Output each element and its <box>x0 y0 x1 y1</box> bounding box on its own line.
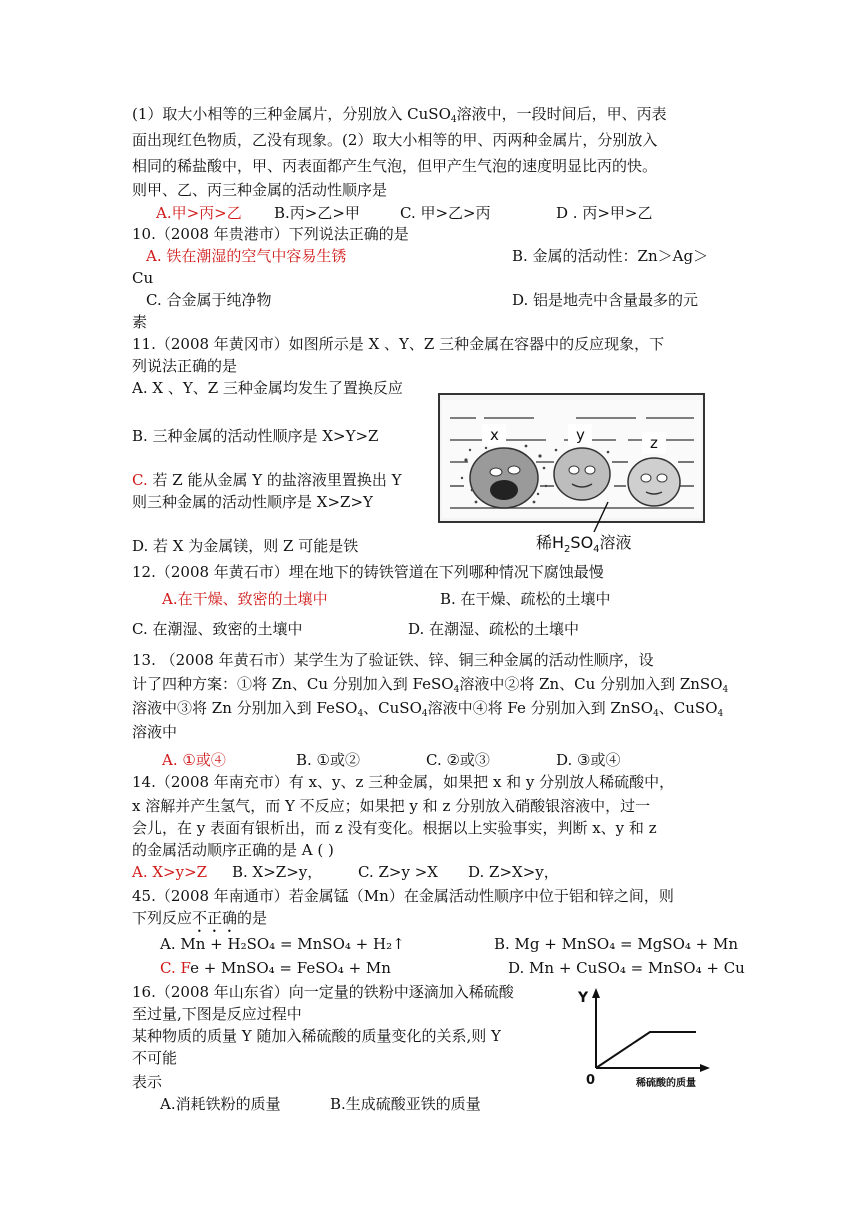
beaker-illustration <box>436 390 708 552</box>
q16-line-5: 表示 <box>132 1073 163 1091</box>
q14-option-a: A. X>y>Z <box>132 863 208 881</box>
q16-line-2: 至过量,下图是反应过程中 <box>132 1005 302 1023</box>
q16-option-b: B.生成硫酸亚铁的质量 <box>330 1095 481 1113</box>
q12-option-d: D. 在潮湿、疏松的土壤中 <box>408 620 580 638</box>
q16-line-3: 某种物质的质量 Y 随加入稀硫酸的质量变化的关系,则 Y <box>132 1027 501 1045</box>
q14-line-2: x 溶解并产生氢气，而 Y 不反应；如果把 y 和 z 分别放入硝酸银溶液中，过一 <box>132 797 651 815</box>
mass-graph <box>576 982 726 1092</box>
q9-option-d: D . 丙>甲>乙 <box>556 204 653 222</box>
q12-option-a: A.在干燥、致密的土壤中 <box>162 590 328 608</box>
q11-option-c-cont: 则三种金属的活动性顺序是 X>Z>Y <box>132 493 373 511</box>
q15-line-1: 45.（2008 年南通市）若金属锰（Mn）在金属活动性顺序中位于铝和锌之间，则 <box>132 887 674 905</box>
q12-option-b: B. 在干燥、疏松的土壤中 <box>440 590 611 608</box>
q13-line-4: 溶液中 <box>132 723 178 741</box>
figure-caption: 稀$H_2SO_4$溶液 <box>536 533 632 552</box>
graph-origin-label: 0 <box>586 1073 596 1088</box>
q14-option-c: C. Z>y >X <box>358 863 438 881</box>
q10-option-a: A. 铁在潮湿的空气中容易生锈 <box>146 247 347 265</box>
q15-line-2: 下列反应不正确的是 <box>132 909 268 927</box>
q13-option-c: C. ②或③ <box>426 751 490 769</box>
q9-line-3: 相同的稀盐酸中，甲、丙表面都产生气泡，但甲产生气泡的速度明显比丙的快。 <box>132 157 658 175</box>
q9-option-b: B.丙>乙>甲 <box>274 204 360 222</box>
q9-line-2: 面出现红色物质，乙没有现象。(2）取大小相等的甲、丙两种金属片，分别放入 <box>132 131 658 149</box>
q13-option-a: A. ①或④ <box>162 751 226 769</box>
q13-line-3: 溶液中③将 Zn 分别加入到 FeSO$_4$、CuSO$_4$溶液中④将 Fe 分别加入到 ZnSO$_4$、CuSO$_4$ <box>132 699 724 719</box>
q16-line-4: 不可能 <box>132 1049 178 1067</box>
reaction-figure <box>436 390 708 552</box>
q10-option-b: B. 金属的活动性：Zn＞Ag＞ <box>512 247 709 265</box>
q11-stem-2: 列说法正确的是 <box>132 357 238 375</box>
q10-option-d-cont: 素 <box>132 313 148 331</box>
q11-stem-1: 11.（2008 年黄冈市）如图所示是 X 、Y、Z 三种金属在容器中的反应现象，下 <box>132 335 665 353</box>
graph-curve <box>596 1032 696 1068</box>
metal-y-shape <box>554 448 610 500</box>
q11-option-d: D. 若 X 为金属镁，则 Z 可能是铁 <box>132 537 359 555</box>
q15-option-d: D. Mn + CuSO₄ = MnSO₄ + Cu <box>508 959 745 977</box>
q13-line-1: 13. （2008 年黄石市）某学生为了验证铁、锌、铜三种金属的活动性顺序，设 <box>132 651 654 669</box>
svg-text:z: z <box>650 434 658 452</box>
q12-stem: 12.（2008 年黄石市）埋在地下的铸铁管道在下列哪种情况下腐蚀最慢 <box>132 563 604 581</box>
metal-z-shape <box>628 458 680 506</box>
q14-option-d: D. Z>X>y， <box>468 863 559 881</box>
graph-svg <box>576 982 726 1092</box>
graph-x-label: 稀硫酸的质量 <box>636 1078 696 1089</box>
q9-line-4: 则甲、乙、丙三种金属的活动性顺序是 <box>132 181 388 199</box>
q15-option-a: A. Mn + H₂SO₄ = MnSO₄ + H₂↑ <box>160 935 405 953</box>
q14-line-3: 会儿，在 y 表面有银析出，而 z 没有变化。根据以上实验事实，判断 x、y 和 z <box>132 819 657 837</box>
q14-line-1: 14.（2008 年南充市）有 x、y、z 三种金属，如果把 x 和 y 分别放人稀硫酸中， <box>132 773 675 791</box>
q10-option-d: D. 铝是地壳中含量最多的元 <box>512 291 699 309</box>
q9-option-a: A.甲>丙>乙 <box>156 204 242 222</box>
q13-option-b: B. ①或② <box>296 751 361 769</box>
q14-line-4: 的金属活动顺序正确的是 A ( ) <box>132 841 334 859</box>
q13-option-d: D. ③或④ <box>556 751 621 769</box>
q11-option-c: C. 若 Z 能从金属 Y 的盐溶液里置换出 Y <box>132 471 402 489</box>
graph-y-label: Y <box>578 990 589 1006</box>
q9-option-c: C. 甲>乙>丙 <box>400 204 491 222</box>
q16-option-a: A.消耗铁粉的质量 <box>160 1095 281 1113</box>
q11-option-a: A. X 、Y、Z 三种金属均发生了置换反应 <box>132 379 403 397</box>
q13-line-2: 计了四种方案：①将 Zn、Cu 分别加入到 FeSO$_4$溶液中②将 Zn、Cu 分别加入到 ZnSO$_4$ <box>132 675 729 695</box>
svg-text:x: x <box>490 426 499 444</box>
q10-stem: 10.（2008 年贵港市）下列说法正确的是 <box>132 225 409 243</box>
svg-text:y: y <box>576 426 585 444</box>
q10-option-c: C. 合金属于纯净物 <box>146 291 272 309</box>
q9-line-1: (1）取大小相等的三种金属片，分别放入 CuSO$_4$溶液中，一段时间后，甲、丙表 <box>132 105 667 125</box>
q12-option-c: C. 在潮湿、致密的土壤中 <box>132 620 303 638</box>
q14-option-b: B. X>Z>y， <box>232 863 323 881</box>
q11-option-b: B. 三种金属的活动性顺序是 X>Y>Z <box>132 427 379 445</box>
q15-option-b: B. Mg + MnSO₄ = MgSO₄ + Mn <box>494 935 739 953</box>
q16-line-1: 16.（2008 年山东省）向一定量的铁粉中逐滴加入稀硫酸 <box>132 983 514 1001</box>
q15-option-c: C. Fe + MnSO₄ = FeSO₄ + Mn <box>160 959 391 977</box>
q10-option-b-cont: Cu <box>132 269 154 287</box>
